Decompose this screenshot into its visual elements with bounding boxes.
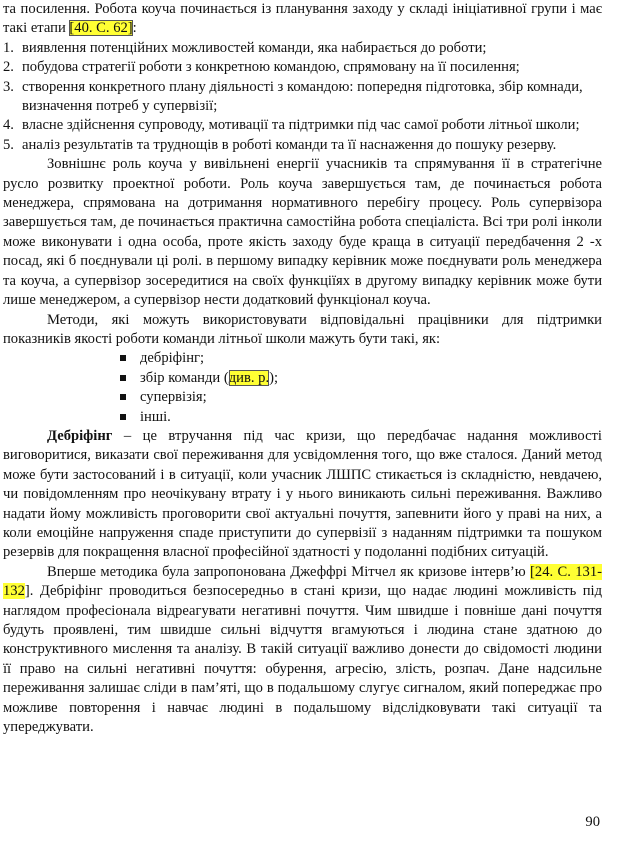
list-number: 5. — [3, 136, 14, 153]
list-text: виявлення потенційних можливостей команди, яка набирається до роботи; — [22, 39, 487, 56]
intro-text: та посилення. Робота коуча починається із планування заходу у складі ініціативної групи і має такі етапи — [3, 1, 602, 37]
mitchell-text-end: ]. Дебріфінг проводиться безпосередньо в стані кризи, що надає людині можливість під наглядом професіонала відреагувати негативні почуття. Чим швидше і повніше дані почуття будуть проявлені, тим швидше сильні відчуття вгамуються і людина стане здатною до конструктивного мислення та аналізу. В такій ситуації важливо донести до свідомості людини її право на сильні негативні почуття: обурення, агресію, злість, розпач. Дане надсильне переживання залишає сліди в пам’яті, що в подальшому слугує сигналом, який попереджає про можливе повторення і навчає людині в подальшому відслідковувати такі ситуації та упереджувати. — [3, 583, 602, 736]
list-text: власне здійснення супроводу, мотивації та підтримки під час самої роботи літньої школи; — [22, 117, 580, 134]
bullet-text: збір команди ( — [140, 369, 229, 386]
term-debriefing: Дебріфінг — [47, 427, 113, 444]
bullet-text: супервізія; — [140, 389, 207, 406]
mitchell-text: Вперше методика була запропонована Джеффрі Мітчел як кризове інтерв’ю — [47, 563, 531, 580]
citation-highlight: [40. С. 62] — [69, 20, 133, 37]
bullet-item — [140, 349, 602, 368]
list-item — [3, 116, 602, 135]
bullet-item — [140, 388, 602, 407]
list-number: 2. — [3, 59, 14, 76]
page-number: 90 — [585, 814, 600, 830]
stages-list — [3, 39, 602, 155]
list-text: аналіз результатів та труднощів в роботі команди та її наснаження до пошуку резерву. — [22, 136, 557, 153]
methods-list — [3, 349, 602, 427]
citation-highlight-2: [24. С. 131-132 — [3, 563, 602, 600]
paragraph-intro — [3, 0, 602, 39]
list-text: побудова стратегії роботи з конкретною командою, спрямовану на її посилення; — [22, 59, 520, 76]
bullet-text: дебріфінг; — [140, 350, 205, 367]
list-item — [3, 39, 602, 58]
bullet-text: інші. — [140, 408, 171, 425]
document-page — [3, 0, 602, 737]
bullet-text-end: ); — [269, 369, 279, 386]
list-number: 1. — [3, 39, 14, 56]
bullet-item — [140, 369, 602, 388]
list-number: 4. — [3, 117, 14, 134]
list-item — [3, 136, 602, 155]
intro-text-end: : — [132, 20, 137, 37]
list-number: 3. — [3, 78, 14, 95]
list-text: створення конкретного плану діяльності з командою: попередня підготовка, збір комнади, визначення потреб у супервізії; — [22, 78, 583, 115]
list-item — [3, 58, 602, 77]
paragraph-coach-role: Зовнішнє роль коуча у вивільнені енергії учасників та спрямування її в стратегічне русло розвитку проектної роботи. Роль коуча завершується там, де починається робота менеджера, спрямована на дотримання нормативного перебігу процесу. Роль супервізора завершується там, де починається практична самостійна робота спеціаліста. Всі три ролі інколи може виконувати і одна особа, проте якість заходу буде краща в ситуації передбачення 2 -х посад, які б поєднували ці ролі. в першому випадку керівник може поєднувати роль менеджера та коуча, а супервізор зосередитися на своїх функціїях в другому випадку керівник може бути лише менеджером, а супервізор нести додатковий функціонал коуча. — [3, 156, 602, 309]
list-item — [3, 78, 602, 117]
reference-highlight: див. р. — [228, 369, 270, 386]
debriefing-text: – це втручання під час кризи, що передбачає надання можливості виговоритися, виказати свої переживання для усвідомлення того, що вже сталося. Даний метод може бути застосований і в ситуації, коли учасник ЛШПС стикається із складністю, невдачею, чи повідомленням про неочікувану втрату і у нього виникають сильні переживання. Важливо надати йому можливість проговорити свої актуальні почуття, запевнити його у праві на них, а коли емоційне напруження спаде приступити до супервізії з наданням підтримки та пошуком резервів для покращення власної професійної здатності у подоланні подібних ситуацій. — [3, 427, 602, 561]
paragraph-methods: Методи, які можуть використовувати відповідальні працівники для підтримки показників якості роботи команди літньої школи мажуть бути такі, як: — [3, 311, 602, 347]
bullet-item — [140, 408, 602, 427]
paragraph-mitchell — [3, 563, 602, 738]
paragraph-debriefing — [3, 427, 602, 563]
